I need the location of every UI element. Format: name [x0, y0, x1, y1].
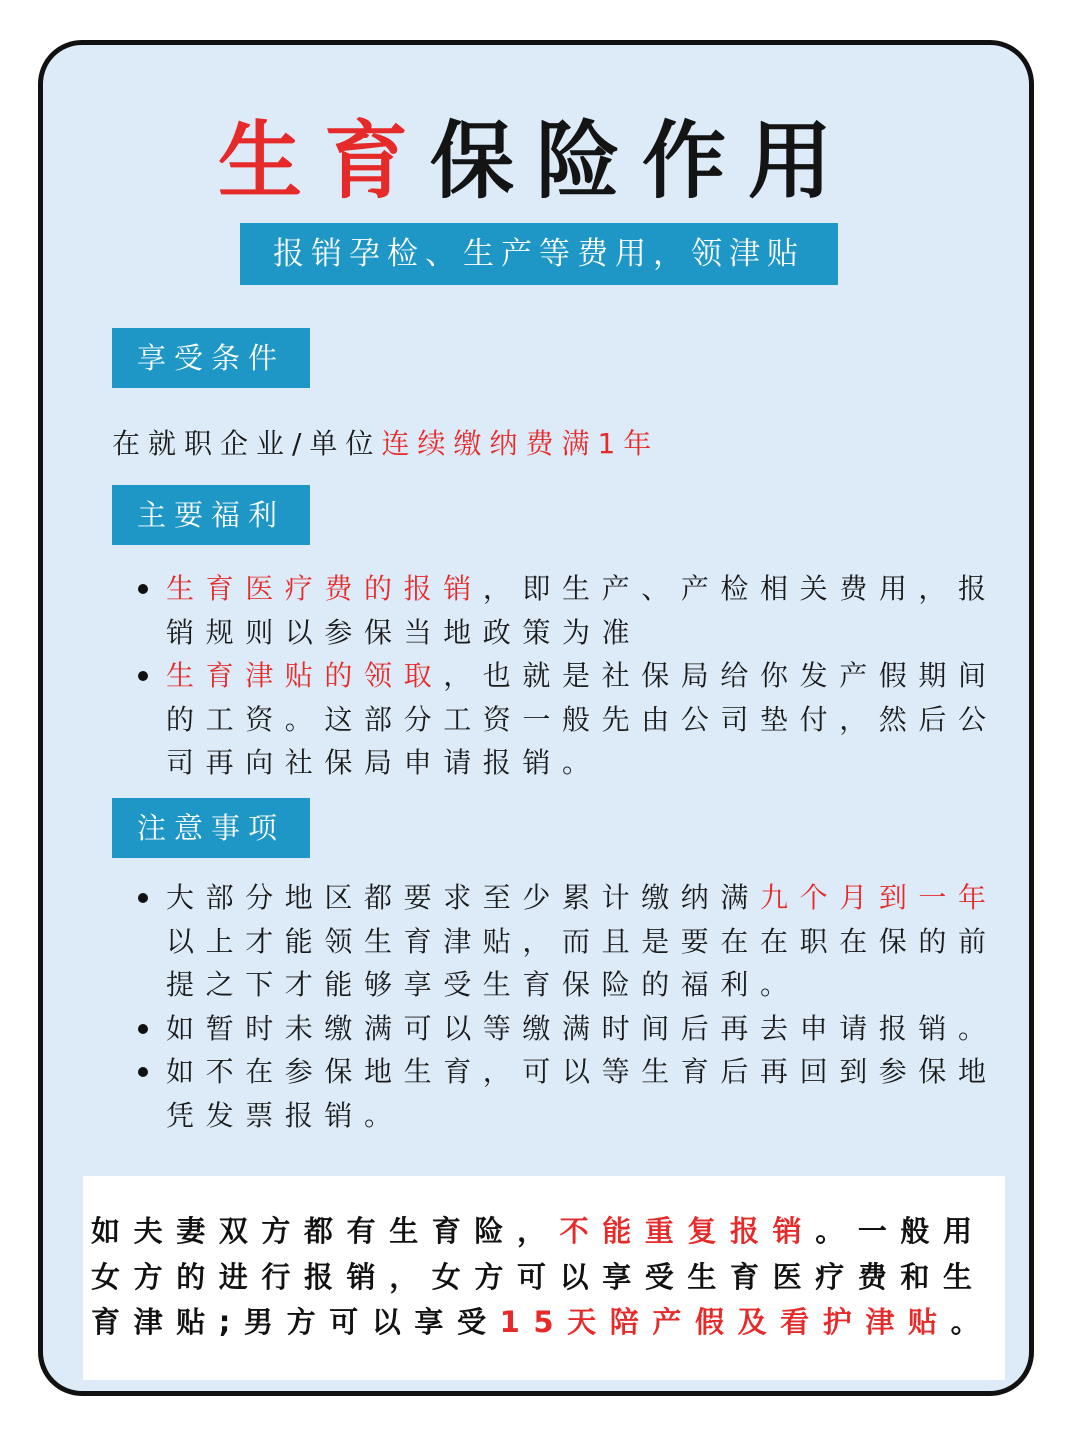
list-item-line: 如不在参保地生育，可以等生育后再回到参保地 — [166, 1055, 998, 1088]
list-item-line — [166, 876, 1003, 920]
list-item-text: 大部分地区都要求至少累计缴纳满 — [166, 881, 761, 914]
subtitle-banner: 报销孕检、生产等费用，领津贴 — [240, 223, 838, 285]
conditions-text-prefix: 在就职企业/单位 — [112, 427, 382, 460]
list-item — [133, 1050, 1003, 1137]
section-header-notes: 注意事项 — [112, 798, 310, 858]
list-item-line: 销规则以参保当地政策为准 — [166, 615, 642, 649]
note-line: 女方的进行报销，女方可以享受生育医疗费和生 — [91, 1259, 986, 1294]
list-item-text: ，即生产、产检相关费用，报 — [482, 572, 998, 605]
section-header-conditions: 享受条件 — [112, 328, 310, 388]
benefits-list — [133, 567, 1003, 785]
note-line — [91, 1209, 1005, 1255]
page-title — [43, 111, 1029, 211]
list-item — [133, 876, 1003, 1007]
list-item-line: 以上才能领生育津贴，而且是要在在职在保的前 — [166, 924, 998, 958]
list-item-text: ，也就是社保局给你发产假期间 — [443, 659, 998, 692]
list-item — [133, 1007, 1003, 1051]
list-item — [133, 654, 1003, 785]
list-item-highlight: 生育医疗费的报销 — [166, 572, 483, 605]
title-highlight: 生育 — [217, 112, 430, 210]
note-text: 育津贴;男方可以享受 — [91, 1305, 500, 1339]
section-header-benefits: 主要福利 — [112, 485, 310, 545]
conditions-text — [112, 422, 659, 466]
list-item-line: 司再向社保局申请报销。 — [166, 746, 602, 779]
title-rest: 保险作用 — [430, 112, 855, 210]
note-highlight: 不能重复报销 — [559, 1214, 816, 1248]
note-text: 。 — [950, 1305, 994, 1339]
note-text: 。一般用 — [815, 1214, 986, 1248]
list-item-line: 提之下才能够享受生育保险的福利。 — [166, 968, 800, 1001]
list-item-highlight: 九个月到一年 — [760, 881, 998, 914]
info-card — [38, 40, 1034, 1396]
notes-list — [133, 876, 1003, 1137]
note-box — [83, 1176, 1005, 1380]
list-item-line: 如暂时未缴满可以等缴满时间后再去申请报销。 — [166, 1011, 998, 1045]
note-highlight: 15天陪产假及看护津贴 — [499, 1305, 951, 1339]
list-item — [133, 567, 1003, 654]
list-item-highlight: 生育津贴的领取 — [166, 659, 444, 692]
list-item-line — [166, 654, 1003, 698]
list-item-line: 凭发票报销。 — [166, 1098, 404, 1132]
list-item-line: 的工资。这部分工资一般先由公司垫付，然后公 — [166, 702, 998, 736]
note-text: 如夫妻双方都有生育险， — [91, 1214, 560, 1248]
note-line — [91, 1300, 1005, 1346]
conditions-text-highlight: 连续缴纳费满1年 — [381, 427, 660, 460]
list-item-line — [166, 567, 1003, 611]
